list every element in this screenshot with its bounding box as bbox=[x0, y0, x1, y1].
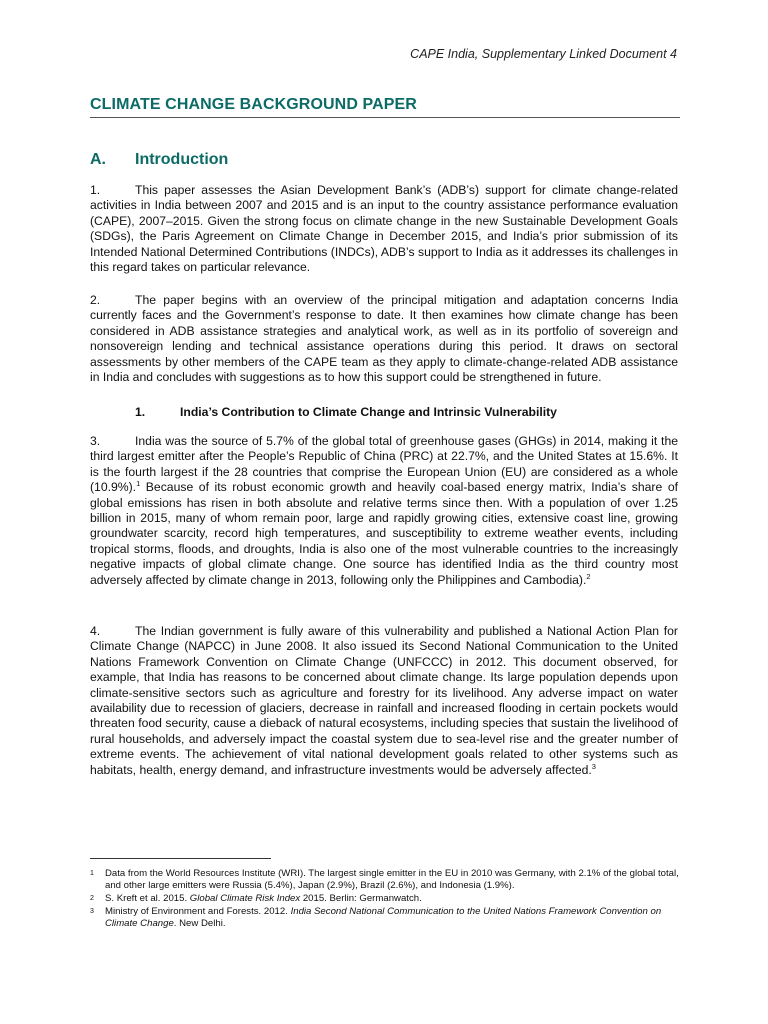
paragraph-text: The Indian government is fully aware of this vulnerability and published a National Action Plan for Climate Change (NAPCC) in June 2008. It also issued its Second National Communication to the United Nations Framework Convention on Climate Change (UNFCCC) in 2012. This document observed, for example, that India has reasons to be concerned about climate change. Its large population depends upon climate-sensitive sectors such as agriculture and forestry for its livelihood. Any adverse impact on water availability due to recession of glaciers, decrease in rainfall and increased flooding in certain pockets would threaten food security, cause a dieback of natural ecosystems, including species that sustain the livelihood of rural households, and adversely impact the coastal system due to sea-level rise and the greater number of extreme events. The achievement of vital national development goals related to other systems such as habitats, health, energy demand, and infrastructure investments would be adversely affected. bbox=[90, 624, 678, 777]
footnote-ref-3[interactable]: 3 bbox=[591, 761, 596, 771]
footnote-text-end: 2015. Berlin: Germanwatch. bbox=[300, 893, 422, 904]
footnote-3 bbox=[90, 906, 680, 930]
subsection-heading bbox=[135, 405, 557, 419]
paragraph-text-continued: Because of its robust economic growth and heavily coal-based energy matrix, India’s share of global emissions has risen in both absolute and relative terms since then. With a population of over 1.25 billion in 2015, many of whom remain poor, large and rapidly growing cities, extensive coast line, growing groundwater scarcity, record high temperatures, and susceptibility to extreme weather events, including tropical storms, floods, and droughts, India is also one of the most vulnerable countries to the increasingly negative impacts of global climate change. One source has identified India as the third country most adversely affected by climate change in 2013, following only the Philippines and Cambodia). bbox=[90, 480, 678, 587]
section-title: Introduction bbox=[135, 151, 229, 168]
section-letter: A. bbox=[90, 151, 106, 168]
paragraph-3 bbox=[90, 434, 678, 588]
footnote-number: 3 bbox=[90, 908, 94, 915]
footnote-body bbox=[105, 906, 680, 930]
section-heading bbox=[90, 151, 228, 169]
running-header: CAPE India, Supplementary Linked Document 4 bbox=[410, 47, 677, 61]
paragraph-number: 1. bbox=[90, 183, 101, 197]
paragraph-2 bbox=[90, 293, 678, 385]
title-divider bbox=[90, 117, 680, 118]
footnote-number: 2 bbox=[90, 895, 94, 902]
footnote-text: Data from the World Resources Institute (WRI). The largest single emitter in the EU in 2010 was Germany, with 2.1% of the global total, and other large emitters were Russia (5.4%), Japan (2.9%), Brazil (2.6%), and Indonesia (1.9%). bbox=[105, 868, 679, 892]
footnote-text: S. Kreft et al. 2015. bbox=[105, 893, 190, 904]
footnote-divider bbox=[90, 858, 271, 859]
subsection-title: India’s Contribution to Climate Change and Intrinsic Vulnerability bbox=[180, 405, 557, 419]
footnote-1 bbox=[90, 868, 680, 892]
paragraph-text: This paper assesses the Asian Development Bank’s (ADB’s) support for climate change-related activities in India between 2007 and 2015 and is an input to the country assistance performance evaluation (CAPE), 2007–2015. Given the strong focus on climate change in the new Sustainable Development Goals (SDGs), the Paris Agreement on Climate Change in December 2015, and India’s prior submission of its Intended National Determined Contributions (INDCs), ADB’s support to India as it addresses its challenges in this regard takes on particular relevance. bbox=[90, 183, 678, 275]
footnote-2 bbox=[90, 893, 680, 905]
footnote-italic-title: India Second National Communication to the United Nations Framework Convention on Climate Change bbox=[105, 906, 662, 930]
footnote-body bbox=[105, 893, 680, 905]
footnote-ref-2[interactable]: 2 bbox=[586, 571, 591, 581]
footnote-text-end: . New Delhi. bbox=[173, 918, 226, 930]
paragraph-number: 2. bbox=[90, 293, 101, 307]
footnote-number: 1 bbox=[90, 870, 94, 877]
paragraph-text: The paper begins with an overview of the principal mitigation and adaptation concerns India currently faces and the Government’s response to date. It then examines how climate change has been considered in ADB assistance strategies and analytical work, as well as in its portfolio of sovereign and nonsovereign lending and technical assistance operations during this period. It draws on sectoral assessments by other members of the CAPE team as they apply to climate-change-related ADB assistance in India and concludes with suggestions as to how this support could be strengthened in future. bbox=[90, 293, 678, 385]
footnote-text: Ministry of Environment and Forests. 2012. bbox=[105, 906, 291, 917]
document-title: CLIMATE CHANGE BACKGROUND PAPER bbox=[90, 96, 417, 113]
paragraph-text: India was the source of 5.7% of the global total of greenhouse gases (GHGs) in 2014, making it the third largest emitter after the People’s Republic of China (PRC) at 22.7%, and the United States at 15.6%. It is the fourth largest if the 28 countries that comprise the European Union (EU) are considered as a whole (10.9%). bbox=[90, 434, 678, 495]
footnote-ref-1[interactable]: 1 bbox=[136, 479, 141, 489]
paragraph-number: 4. bbox=[90, 624, 101, 638]
footnote-italic-title: Global Climate Risk Index bbox=[189, 893, 301, 904]
subsection-number: 1. bbox=[135, 405, 146, 419]
paragraph-1 bbox=[90, 183, 678, 275]
paragraph-number: 3. bbox=[90, 434, 101, 448]
paragraph-4 bbox=[90, 624, 678, 778]
